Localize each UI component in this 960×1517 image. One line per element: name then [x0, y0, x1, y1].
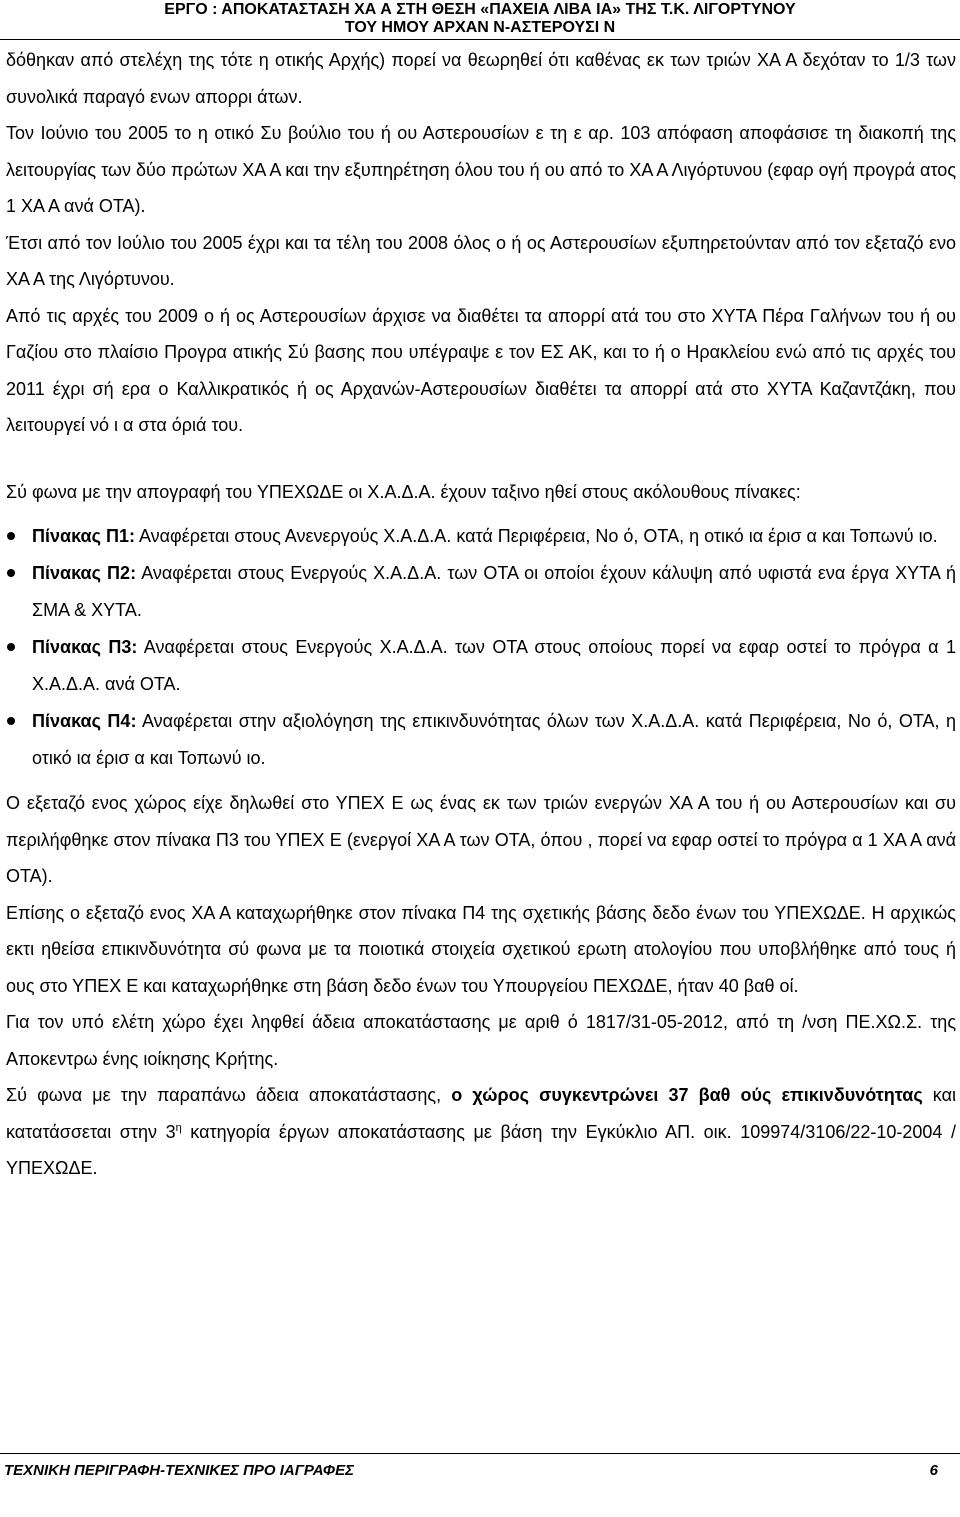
list-item-label: Πίνακας Π3:: [32, 637, 138, 657]
footer-divider: [0, 1453, 960, 1454]
list-item-text: Αναφέρεται στην αξιολόγηση της επικινδυνότητας όλων των Χ.Α.Δ.Α. κατά Περιφέρεια, Νο ό, ΟΤΑ, η οτικό ια έρισ α και Τοπωνύ ιο.: [32, 711, 957, 768]
paragraph-9: [6, 1077, 956, 1187]
paragraph-6: Ο εξεταζό ενος χώρος είχε δηλωθεί στο ΥΠΕΧ Ε ως ένας εκ των τριών ενεργών ΧΑ Α του ή ου Αστερουσίων και συ περιλήφθηκε στον πίνακα Π3 του ΥΠΕΧ Ε (ενεργοί ΧΑ Α των ΟΤΑ, όπου , πορεί να εφαρ οστεί το πρόγρα α 1 ΧΑ Α ανά ΟΤΑ).: [6, 793, 956, 886]
list-item: [12, 629, 956, 703]
footer-title: ΤΕΧΝΙΚΗ ΠΕΡΙΓΡΑΦΗ-ΤΕΧΝΙΚΕΣ ΠΡΟ ΙΑΓΡΑΦΕΣ: [4, 1462, 354, 1479]
list-item-text: Αναφέρεται στους Ενεργούς Χ.Α.Δ.Α. των ΟΤΑ στους οποίους πορεί να εφαρ οστεί το πρόγρα α 1 Χ.Α.Δ.Α. ανά ΟΤΑ.: [32, 637, 956, 694]
paragraph-5: Σύ φωνα με την απογραφή του ΥΠΕΧΩΔΕ οι Χ.Α.Δ.Α. έχουν ταξινο ηθεί στους ακόλουθους πίνακες:: [6, 481, 801, 502]
header-project-title: ΕΡΓΟ : ΑΠΟΚΑΤΑΣΤΑΣΗ ΧΑ Α ΣΤΗ ΘΕΣΗ «ΠΑΧΕΙΑ ΛΙΒΑ ΙΑ» ΤΗΣ Τ.Κ. ΛΙΓΟΡΤΥΝΟΥ: [164, 1, 796, 18]
paragraph-2: Τον Ιούνιο του 2005 το η οτικό Συ βούλιο του ή ου Αστερουσίων ε τη ε αρ. 103 απόφαση αποφάσισε τη διακοπή της λειτουργίας των δύο πρώτων ΧΑ Α και την εξυπηρέτηση όλου του ή ου από το ΧΑ Α Λιγόρτυνου (εφαρ ογή προγρά ατος 1 ΧΑ Α ανά ΟΤΑ).: [6, 123, 956, 216]
list-item-label: Πίνακας Π1:: [32, 526, 135, 546]
list-item: [12, 555, 956, 629]
paragraph-9-start: Σύ φωνα με την παραπάνω άδεια αποκατάστασης,: [6, 1085, 452, 1105]
paragraph-9-end: κατηγορία έργων αποκατάστασης με βάση την Εγκύκλιο ΑΠ. οικ. 109974/3106/22-10-2004 /ΥΠΕΧΩΔΕ.: [6, 1121, 956, 1178]
header-municipality: ΤΟΥ ΗΜΟΥ ΑΡΧΑΝ Ν-ΑΣΤΕΡΟΥΣΙ Ν: [344, 19, 616, 36]
page-header: [0, 0, 960, 40]
paragraph-9-middle: και κατατάσσεται στην 3: [6, 1085, 956, 1142]
list-item: [12, 518, 956, 555]
paragraph-4: Από τις αρχές του 2009 ο ή ος Αστερουσίων άρχισε να διαθέτει τα απορρί ατά του στο ΧΥΤΑ Πέρα Γαλήνων του ή ου Γαζίου στο πλαίσιο Προγρα ατικής Σύ βασης που υπέγραψε ε τον ΕΣ ΑΚ, και το ή ο Ηρακλείου ενώ από τις αρχές του 2011 έχρι σή ερα ο Καλλικρατικός ή ος Αρχανών-Αστερουσίων διαθέτει τα απορρί ατά στο ΧΥΤΑ Καζαντζάκη, που λειτουργεί νό ι α στα όριά του.: [6, 305, 956, 435]
page-number: 6: [929, 1462, 938, 1479]
paragraph-8: Για τον υπό ελέτη χώρο έχει ληφθεί άδεια αποκατάστασης με αριθ ό 1817/31-05-2012, από τη /νση ΠΕ.ΧΩ.Σ. της Αποκεντρω ένης ιοίκησης Κρήτης.: [6, 1012, 956, 1069]
spacer: [6, 444, 956, 474]
list-item-label: Πίνακας Π4:: [32, 711, 137, 731]
list-item-label: Πίνακας Π2:: [32, 563, 137, 583]
paragraph-3: Έτσι από τον Ιούλιο του 2005 έχρι και τα τέλη του 2008 όλος ο ή ος Αστερουσίων εξυπηρετούνταν από τον εξεταζό ενο ΧΑ Α της Λιγόρτυνου.: [6, 232, 956, 289]
paragraph-1: δόθηκαν από στελέχη της τότε η οτικής Αρχής) πορεί να θεωρηθεί ότι καθένας εκ των τριών ΧΑ Α δεχόταν το 1/3 των συνολικά παραγό ενων απορρι άτων.: [6, 50, 956, 107]
paragraph-7: Επίσης ο εξεταζό ενος ΧΑ Α καταχωρήθηκε στον πίνακα Π4 της σχετικής βάσης δεδο ένων του ΥΠΕΧΩΔΕ. Η αρχικώς εκτι ηθείσα επικινδυνότητα σύ φωνα με τα ποιοτικά στοιχεία σχετικού ερωτη ατολογίου που υποβλήθηκε από τους ή ους στο ΥΠΕΧ Ε και καταχωρήθηκε στη βάση δεδο ένων του Υπουργείου ΠΕΧΩΔΕ, ήταν 40 βαθ οί.: [6, 902, 956, 996]
paragraph-9-emphasis: ο χώρος συγκεντρώνει 37 βαθ ούς επικινδυνότητας: [451, 1085, 923, 1105]
header-divider: [0, 39, 960, 40]
list-item-text: Αναφέρεται στους Ανενεργούς Χ.Α.Δ.Α. κατά Περιφέρεια, Νο ό, ΟΤΑ, η οτικό ια έρισ α και Τοπωνύ ιο.: [134, 526, 938, 546]
ordinal-superscript: η: [175, 1121, 182, 1134]
tables-list: [6, 518, 956, 777]
list-item-text: Αναφέρεται στους Ενεργούς Χ.Α.Δ.Α. των ΟΤΑ οι οποίοι έχουν κάλυψη από υφιστά ενα έργα ΧΥΤΑ ή ΣΜΑ & ΧΥΤΑ.: [32, 563, 956, 620]
page-footer: [4, 1462, 944, 1479]
document-body: [6, 42, 956, 1187]
list-item: [12, 703, 956, 777]
